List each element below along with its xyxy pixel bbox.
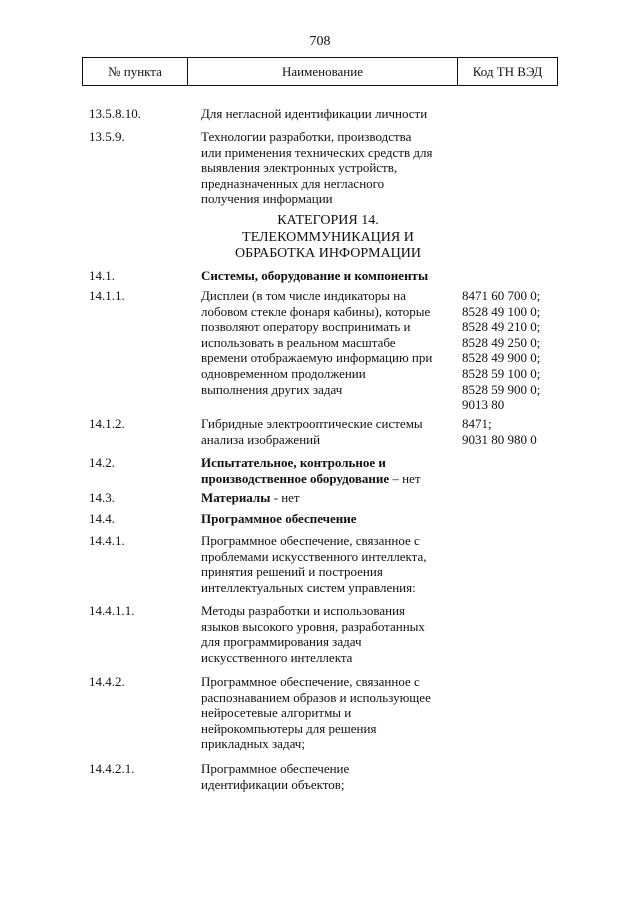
- item-name: [201, 674, 455, 752]
- item-name: [201, 761, 455, 792]
- item-name-line: предназначенных для негласного: [201, 175, 385, 191]
- item-name-line: выявления электронных устройств,: [201, 160, 398, 176]
- item-number: 14.2.: [89, 455, 115, 470]
- category-heading: [190, 213, 466, 263]
- item-name-line: или применения технических средств для: [201, 144, 433, 160]
- item-name: [201, 533, 455, 595]
- item-name: [201, 288, 455, 397]
- item-name-line: распознаванием образов и использующее: [201, 689, 431, 705]
- item-name: [201, 416, 455, 447]
- item-name-line: Дисплеи (в том числе индикаторы на: [201, 288, 407, 303]
- item-code: [462, 288, 562, 413]
- item-number: 14.4.1.: [89, 533, 125, 548]
- item-name-line: Гибридные электрооптические системы: [201, 416, 423, 431]
- item-code-line: 9031 80 980 0: [462, 431, 537, 447]
- item-code-line: 8528 49 900 0;: [462, 350, 541, 366]
- item-name-bold: Системы, оборудование и компоненты: [201, 268, 429, 283]
- item-name-line: принятия решений и построения: [201, 564, 383, 580]
- item-name-line: проблемами искусственного интеллекта,: [201, 548, 427, 564]
- item-name-line: Программное обеспечение, связанное с: [201, 674, 420, 689]
- item-name-line: прикладных задач;: [201, 736, 305, 752]
- item-number: 13.5.8.10.: [89, 106, 141, 121]
- category-heading-line: ОБРАБОТКА ИНФОРМАЦИИ: [234, 246, 422, 261]
- item-code-line: 8528 49 210 0;: [462, 319, 541, 335]
- item-name-line: анализа изображений: [201, 431, 321, 447]
- item-name-line: одновременном продолжении: [201, 365, 366, 381]
- item-name-line: языков высокого уровня, разработанных: [201, 618, 425, 634]
- item-name-line: использовать в реальном масштабе: [201, 334, 396, 350]
- category-heading-line: ТЕЛЕКОММУНИКАЦИЯ И: [242, 229, 414, 245]
- item-number: 13.5.9.: [89, 129, 125, 144]
- item-name-line: нейрокомпьютеры для решения: [201, 720, 377, 736]
- column-header-number: № пункта: [83, 58, 188, 85]
- item-name: [201, 129, 455, 207]
- item-name: [201, 268, 455, 284]
- item-name-suffix: - нет: [270, 490, 300, 505]
- table-header: [82, 57, 558, 86]
- item-name-line: Для негласной идентификации личности: [201, 106, 428, 121]
- item-number: 14.4.2.: [89, 674, 125, 689]
- item-number: 14.4.: [89, 511, 115, 526]
- category-heading-line: КАТЕГОРИЯ 14.: [277, 213, 379, 228]
- column-header-name: Наименование: [188, 58, 458, 85]
- item-name-line: лобовом стекле фонаря кабины), которые: [201, 303, 431, 319]
- item-name-line: получения информации: [201, 191, 333, 207]
- item-name-line: позволяют оператору воспринимать и: [201, 319, 411, 335]
- page-number: 708: [309, 34, 331, 49]
- item-name-bold: Программное обеспечение: [201, 511, 357, 526]
- item-name-line: времени отображаемую информацию при: [201, 350, 433, 366]
- item-code-line: 8528 59 100 0;: [462, 365, 541, 381]
- item-number: 14.4.1.1.: [89, 603, 135, 618]
- item-name: [201, 490, 455, 506]
- item-name-line: интеллектуальных систем управления:: [201, 579, 416, 595]
- item-number: 14.4.2.1.: [89, 761, 135, 776]
- column-header-code: Код ТН ВЭД: [472, 63, 543, 79]
- item-name-line: идентификации объектов;: [201, 776, 345, 792]
- item-code-line: 9013 80: [462, 397, 505, 413]
- item-name-bold: производственное оборудование: [201, 470, 390, 486]
- item-name: [201, 106, 455, 122]
- item-code: [462, 416, 562, 447]
- item-name-bold: Материалы: [201, 490, 271, 505]
- item-number: 14.1.2.: [89, 416, 125, 431]
- item-number: 14.1.1.: [89, 288, 125, 303]
- item-name-line: Технологии разработки, производства: [201, 129, 412, 144]
- item-code-line: 8528 49 250 0;: [462, 334, 541, 350]
- item-number: 14.1.: [89, 268, 115, 283]
- item-name-line: Программное обеспечение: [201, 761, 350, 776]
- item-name-suffix: – нет: [389, 470, 421, 486]
- item-code-line: 8471;: [462, 416, 492, 431]
- item-code-line: 8528 59 900 0;: [462, 381, 541, 397]
- item-name-line: выполнения других задач: [201, 381, 343, 397]
- item-name-line: Методы разработки и использования: [201, 603, 406, 618]
- item-number: 14.3.: [89, 490, 115, 505]
- item-name: [201, 455, 455, 486]
- item-name: [201, 511, 455, 527]
- item-name: [201, 603, 455, 665]
- item-name-line: для программирования задач: [201, 634, 362, 650]
- item-name-line: нейросетевые алгоритмы и: [201, 705, 352, 721]
- item-name-line: искусственного интеллекта: [201, 649, 353, 665]
- item-name-line: Программное обеспечение, связанное с: [201, 533, 420, 548]
- item-name-bold: Испытательное, контрольное и: [201, 455, 386, 470]
- item-code-line: 8471 60 700 0;: [462, 288, 541, 303]
- item-code-line: 8528 49 100 0;: [462, 303, 541, 319]
